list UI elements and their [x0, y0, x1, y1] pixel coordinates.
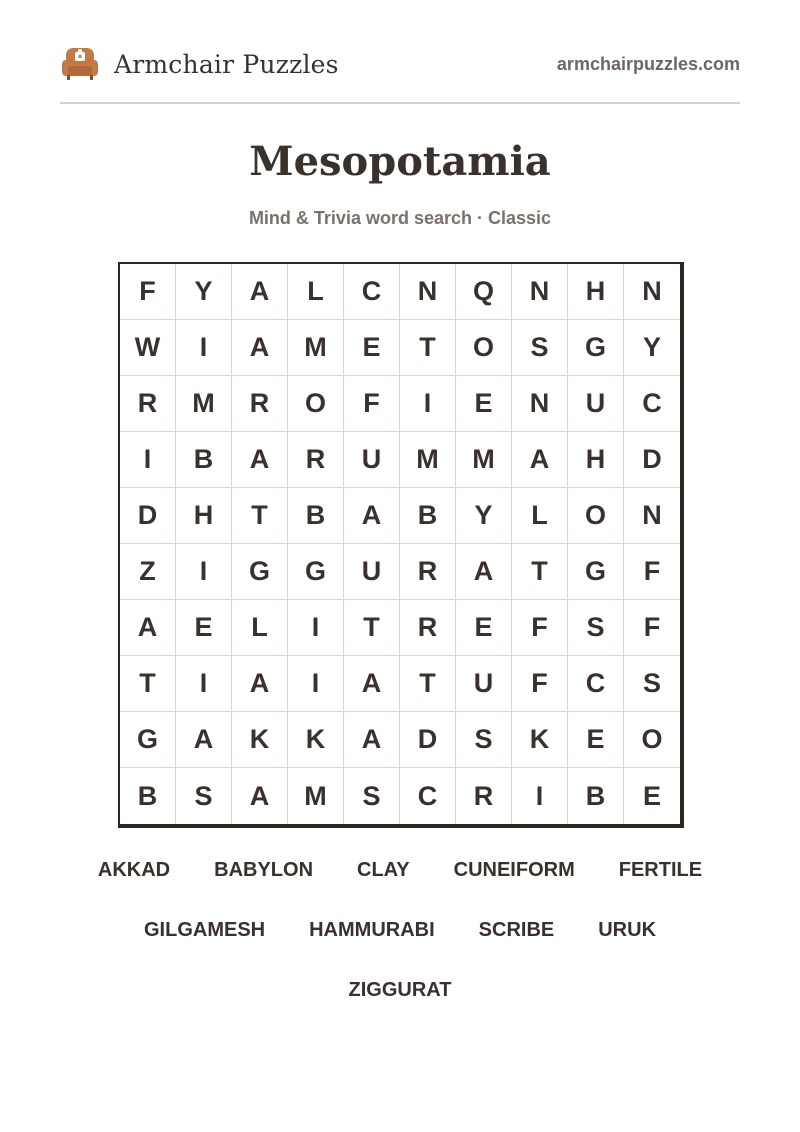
grid-cell[interactable]: G — [120, 712, 176, 768]
grid-cell[interactable]: M — [176, 376, 232, 432]
letter-grid — [118, 262, 684, 828]
grid-cell[interactable]: I — [288, 656, 344, 712]
grid-cell[interactable]: A — [456, 544, 512, 600]
grid-cell[interactable]: B — [400, 488, 456, 544]
grid-cell[interactable]: E — [456, 376, 512, 432]
grid-cell[interactable]: N — [512, 376, 568, 432]
grid-cell[interactable]: H — [568, 264, 624, 320]
grid-cell[interactable]: O — [456, 320, 512, 376]
grid-cell[interactable]: E — [568, 712, 624, 768]
grid-cell[interactable]: M — [288, 320, 344, 376]
grid-cell[interactable]: B — [120, 768, 176, 824]
grid-cell[interactable]: S — [624, 656, 680, 712]
grid-cell[interactable]: I — [120, 432, 176, 488]
grid-cell[interactable]: L — [512, 488, 568, 544]
grid-cell[interactable]: C — [400, 768, 456, 824]
word-list-item: AKKAD — [97, 859, 171, 881]
word-list-item: SCRIBE — [478, 919, 555, 941]
grid-cell[interactable]: K — [288, 712, 344, 768]
grid-cell[interactable]: Y — [176, 264, 232, 320]
grid-cell[interactable]: A — [344, 712, 400, 768]
word-list-item: GILGAMESH — [143, 919, 266, 941]
grid-cell[interactable]: G — [568, 320, 624, 376]
page-header — [60, 40, 740, 88]
grid-cell[interactable]: A — [232, 320, 288, 376]
puzzle-title: Mesopotamia — [249, 138, 551, 185]
word-list-item: CUNEIFORM — [453, 859, 575, 881]
armchair-icon — [60, 44, 100, 84]
grid-cell[interactable]: U — [344, 544, 400, 600]
word-list-item: CLAY — [357, 859, 410, 881]
grid-cell[interactable]: Q — [456, 264, 512, 320]
grid-cell[interactable]: Y — [624, 320, 680, 376]
grid-cell[interactable]: A — [232, 656, 288, 712]
brand-name: Armchair Puzzles — [114, 49, 339, 79]
grid-cell[interactable]: F — [624, 544, 680, 600]
grid-cell[interactable]: E — [642, 780, 661, 811]
grid-cell[interactable]: D — [624, 432, 680, 488]
grid-cell[interactable]: G — [232, 544, 288, 600]
grid-cell[interactable]: O — [288, 376, 344, 432]
grid-cell[interactable]: M — [456, 432, 512, 488]
grid-cell[interactable]: N — [512, 264, 568, 320]
header-divider — [60, 102, 740, 104]
grid-cell[interactable]: N — [624, 488, 680, 544]
grid-cell[interactable]: I — [176, 320, 232, 376]
grid-cell[interactable]: A — [120, 600, 176, 656]
grid-cell[interactable]: I — [288, 600, 344, 656]
grid-cell[interactable]: O — [624, 712, 680, 768]
grid-cell[interactable]: S — [568, 600, 624, 656]
grid-cell[interactable]: T — [400, 656, 456, 712]
grid-cell[interactable]: S — [456, 712, 512, 768]
grid-cell[interactable]: B — [568, 768, 624, 824]
grid-cell[interactable]: R — [400, 600, 456, 656]
grid-cell[interactable]: A — [176, 712, 232, 768]
word-list-item: BABYLON — [214, 859, 314, 881]
grid-cell[interactable]: S — [176, 768, 232, 824]
grid-cell[interactable]: R — [288, 432, 344, 488]
grid-cell[interactable]: M — [288, 768, 344, 824]
grid-cell[interactable]: T — [512, 544, 568, 600]
grid-cell[interactable]: I — [176, 656, 232, 712]
word-list-item: ZIGGURAT — [348, 979, 452, 1001]
word-list — [60, 858, 740, 1002]
grid-cell[interactable]: I — [400, 376, 456, 432]
grid-cell[interactable]: T — [400, 320, 456, 376]
grid-cell[interactable]: T — [344, 600, 400, 656]
grid-cell[interactable]: G — [288, 544, 344, 600]
grid-cell[interactable]: F — [512, 656, 568, 712]
grid-cell[interactable]: A — [344, 488, 400, 544]
grid-cell[interactable]: F — [344, 376, 400, 432]
grid-cell[interactable]: C — [344, 264, 400, 320]
grid-cell[interactable]: H — [176, 488, 232, 544]
grid-cell[interactable]: K — [512, 712, 568, 768]
grid-cell[interactable]: A — [344, 656, 400, 712]
grid-cell[interactable]: Y — [456, 488, 512, 544]
grid-cell[interactable]: O — [568, 488, 624, 544]
grid-cell[interactable]: A — [232, 264, 288, 320]
brand[interactable] — [60, 44, 339, 84]
grid-cell[interactable]: N — [400, 264, 456, 320]
grid-cell[interactable]: U — [344, 432, 400, 488]
grid-cell[interactable]: D — [120, 488, 176, 544]
grid-cell[interactable]: S — [512, 320, 568, 376]
grid-cell[interactable]: B — [176, 432, 232, 488]
grid-cell[interactable]: R — [456, 768, 512, 824]
grid-cell[interactable]: A — [512, 432, 568, 488]
grid-cell[interactable]: C — [624, 376, 680, 432]
grid-cell[interactable]: E — [344, 320, 400, 376]
grid-cell[interactable]: C — [568, 656, 624, 712]
grid-cell[interactable]: F — [624, 600, 680, 656]
grid-cell[interactable]: T — [232, 488, 288, 544]
grid-cell[interactable]: A — [232, 768, 288, 824]
grid-cell[interactable]: L — [288, 264, 344, 320]
word-list-item: FERTILE — [618, 859, 703, 881]
word-list-item: HAMMURABI — [309, 919, 435, 941]
grid-cell[interactable]: D — [400, 712, 456, 768]
grid-cell[interactable]: S — [344, 768, 400, 824]
grid-cell[interactable]: E — [456, 600, 512, 656]
grid-cell[interactable]: U — [568, 376, 624, 432]
grid-cell[interactable]: T — [120, 656, 176, 712]
grid-cell[interactable]: R — [232, 376, 288, 432]
grid-cell[interactable]: R — [120, 376, 176, 432]
grid-cell[interactable]: A — [232, 432, 288, 488]
grid-cell[interactable]: Z — [120, 544, 176, 600]
grid-cell[interactable]: H — [568, 432, 624, 488]
grid-cell[interactable]: U — [456, 656, 512, 712]
grid-cell[interactable]: K — [232, 712, 288, 768]
puzzle-subtitle: Mind & Trivia word search · Classic — [248, 208, 552, 228]
grid-cell[interactable]: L — [232, 600, 288, 656]
word-list-item: URUK — [598, 919, 657, 941]
grid-cell[interactable]: E — [176, 600, 232, 656]
grid-cell[interactable]: B — [288, 488, 344, 544]
site-url-link[interactable]: armchairpuzzles.com — [556, 53, 740, 74]
grid-cell[interactable]: M — [400, 432, 456, 488]
grid-cell[interactable]: I — [512, 768, 568, 824]
grid-cell[interactable]: N — [624, 264, 680, 320]
grid-cell[interactable]: R — [400, 544, 456, 600]
grid-cell[interactable]: F — [512, 600, 568, 656]
grid-cell[interactable]: I — [176, 544, 232, 600]
grid-cell[interactable]: G — [568, 544, 624, 600]
grid-cell[interactable]: W — [120, 320, 176, 376]
grid-cell[interactable]: F — [120, 264, 176, 320]
